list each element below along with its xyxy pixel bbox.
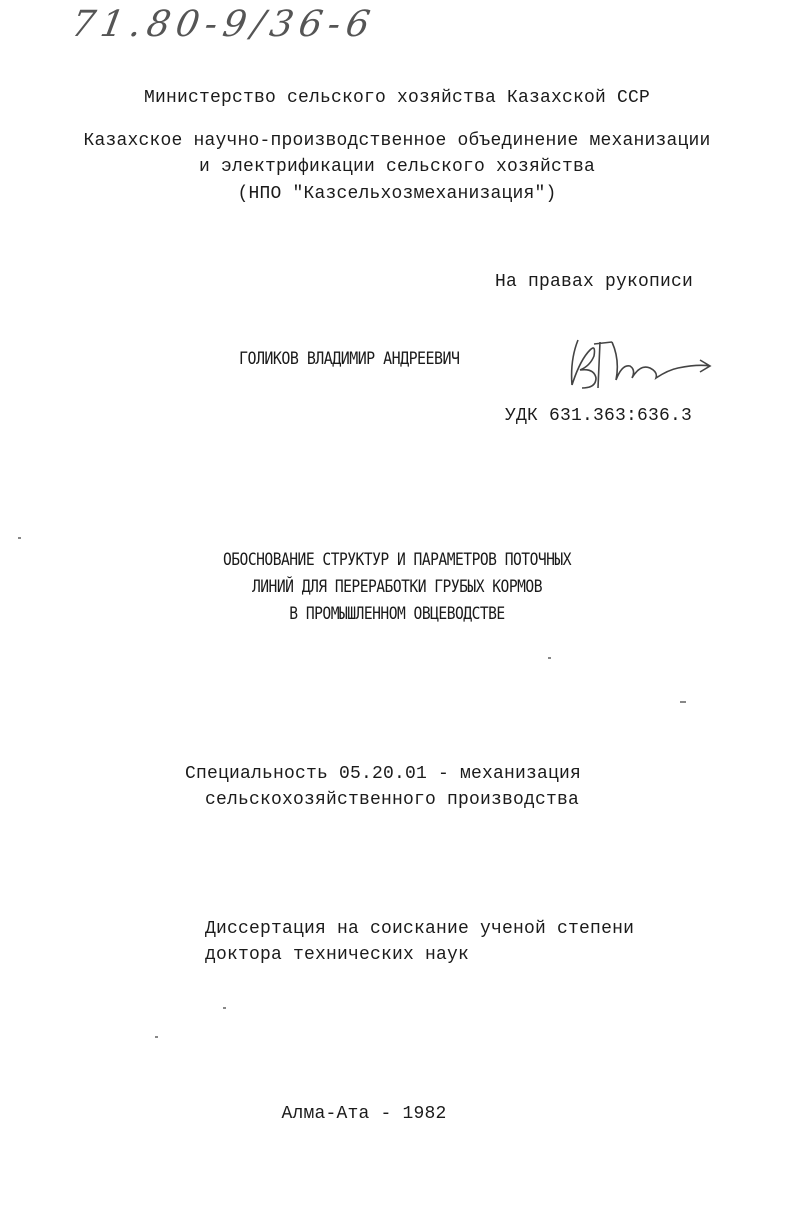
- signature-icon: [560, 330, 720, 400]
- archive-mark: 71.80-9/36-6: [68, 4, 379, 45]
- organization-line-2: и электрификации сельского хозяйства: [198, 157, 596, 177]
- title-line-2: ЛИНИЙ ДЛЯ ПЕРЕРАБОТКИ ГРУБЫХ КОРМОВ: [251, 577, 543, 597]
- rights-notice: На правах рукописи: [495, 272, 694, 292]
- scan-speck: [18, 537, 21, 539]
- scan-speck: [548, 657, 551, 659]
- dissertation-line-2: доктора технических наук: [205, 945, 470, 965]
- scan-speck: [680, 701, 686, 703]
- title-line-1: ОБОСНОВАНИЕ СТРУКТУР И ПАРАМЕТРОВ ПОТОЧНЫХ: [222, 550, 572, 570]
- scan-speck: [223, 1007, 226, 1009]
- title-line-3: В ПРОМЫШЛЕННОМ ОВЦЕВОДСТВЕ: [289, 604, 505, 624]
- specialty-line-2: сельскохозяйственного производства: [205, 790, 580, 810]
- ministry-name: Министерство сельского хозяйства Казахской ССР: [143, 88, 651, 108]
- udc-code: УДК 631.363:636.3: [505, 406, 693, 426]
- place-and-year: Алма-Ата - 1982: [281, 1104, 447, 1124]
- organization-line-3: (НПО "Казсельхозмеханизация"): [237, 184, 557, 204]
- organization-line-1: Казахское научно-производственное объединение механизации: [83, 131, 711, 151]
- scan-speck: [155, 1036, 158, 1038]
- dissertation-line-1: Диссертация на соискание ученой степени: [205, 919, 635, 939]
- author-name: ГОЛИКОВ ВЛАДИМИР АНДРЕЕВИЧ: [239, 349, 460, 369]
- specialty-line-1: Специальность 05.20.01 - механизация: [185, 764, 582, 784]
